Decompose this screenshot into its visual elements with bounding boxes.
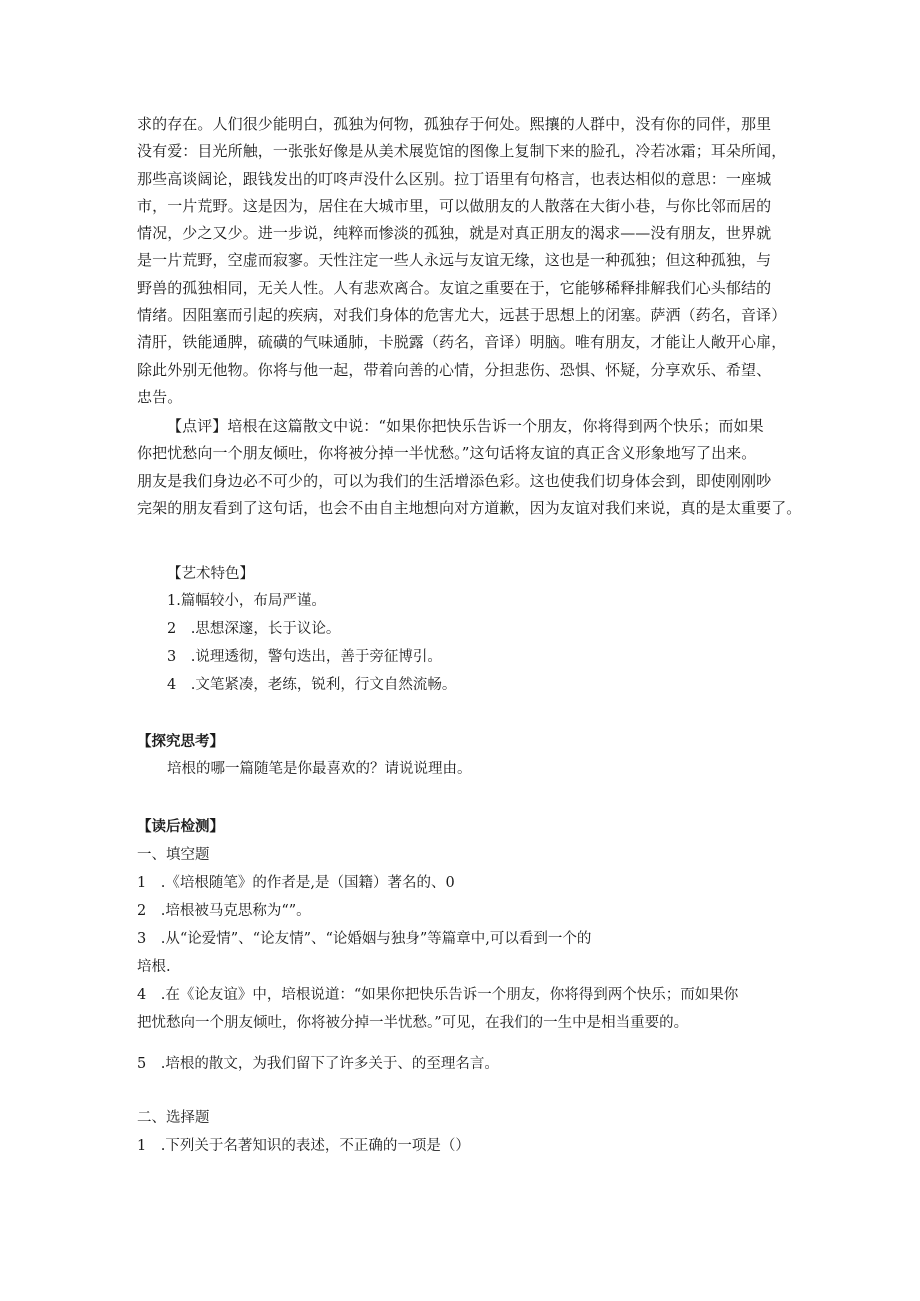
essay-line: 除此外别无他物。你将与他一起，带着向善的心情，分担悲伤、恐惧、怀疑，分享欢乐、希望、: [137, 360, 772, 379]
essay-line: 市，一片荒野。这是因为，居住在大城市里，可以做朋友的人散落在大街小巷，与你比邻而居的: [137, 196, 772, 215]
essay-line: 野兽的孤独相同，无关人性。人有悲欢离合。友谊之重要在于，它能够稀释排解我们心头郁结的: [137, 278, 772, 297]
art-feature-item: 4 .文笔紧凑，老练，锐利，行文自然流畅。: [167, 677, 457, 693]
essay-line: 清肝，铁能通脾，硫磺的气味通肺，卡脱露（药名，音译）明脑。唯有朋友，才能让人敞开心扉，: [137, 333, 787, 352]
fill-blank-section-title: 一、填空题: [137, 847, 210, 863]
essay-line: 那些高谈阔论，跟钱发出的叮咚声没什么区别。拉丁语里有句格言，也表达相似的意思：一座城: [137, 169, 772, 188]
art-features-heading: 【艺术特色】: [167, 566, 254, 582]
art-feature-item: 1.篇幅较小，布局严谨。: [167, 593, 326, 609]
question-5: 5 .培根的散文，为我们留下了许多关于、的至理名言。: [137, 1056, 499, 1072]
comment-line: 你把忧愁向一个朋友倾吐，你将被分掉一半忧愁。”这句话将友谊的真正含义形象地写了出来。: [137, 444, 757, 463]
comment-line: 朋友是我们身边必不可少的，可以为我们的生活增添色彩。这也使我们切身体会到，即使刚刚吵: [137, 471, 772, 490]
comment-line: 完架的朋友看到了这句话，也会不由自主地想向对方道歉，因为友谊对我们来说，真的是太重要了。: [137, 498, 802, 517]
test-heading: 【读后检测】: [137, 819, 224, 835]
art-feature-item: 3 .说理透彻，警句迭出，善于旁征博引。: [167, 649, 442, 665]
choice-question-1: 1 .下列关于名著知识的表述，不正确的一项是（）: [137, 1138, 470, 1154]
question-4: 4 .在《论友谊》中，培根说道：“如果你把快乐告诉一个朋友，你将得到两个快乐；而如果你: [137, 987, 739, 1003]
question-4-cont: 把忧愁向一个朋友倾吐，你将被分掉一半忧愁。”可见，在我们的一生中是相当重要的。: [137, 1015, 689, 1031]
essay-line: 求的存在。人们很少能明白，孤独为何物，孤独存于何处。熙攘的人群中，没有你的同伴，那里: [137, 115, 772, 133]
explore-heading: 【探究思考】: [137, 734, 224, 750]
question-3-cont: 培根.: [137, 959, 171, 975]
essay-line: 情绪。因阻塞而引起的疾病，对我们身体的危害尤大，远甚于思想上的闭塞。萨洒（药名，音译）: [137, 306, 787, 325]
comment-line: 【点评】培根在这篇散文中说：“如果你把快乐告诉一个朋友，你将得到两个快乐；而如果: [167, 417, 764, 435]
explore-question: 培根的哪一篇随笔是你最喜欢的？请说说理由。: [167, 761, 472, 777]
choice-section-title: 二、选择题: [137, 1110, 210, 1126]
essay-line: 是一片荒野，空虚而寂寥。天性注定一些人永远与友谊无缘，这也是一种孤独；但这种孤独，与: [137, 251, 772, 270]
question-3: 3 .从“论爱情”、“论友情”、“论婚姻与独身”等篇章中,可以看到一个的: [137, 931, 592, 947]
essay-line: 没有爱：目光所触，一张张好像是从美术展览馆的图像上复制下来的脸孔，冷若冰霜；耳朵所闻，: [137, 142, 787, 161]
question-1: 1 .《培根随笔》的作者是,是（国籍）著名的、0: [137, 875, 455, 891]
art-feature-item: 2 .思想深邃，长于议论。: [167, 621, 341, 637]
essay-paragraph: [137, 111, 792, 411]
comment-paragraph: [137, 413, 802, 522]
essay-line: 忠告。: [137, 387, 183, 406]
question-2: 2 .培根被马克思称为“”。: [137, 903, 311, 919]
essay-line: 情况，少之又少。进一步说，纯粹而惨淡的孤独，就是对真正朋友的渴求——没有朋友，世界就: [137, 224, 772, 243]
